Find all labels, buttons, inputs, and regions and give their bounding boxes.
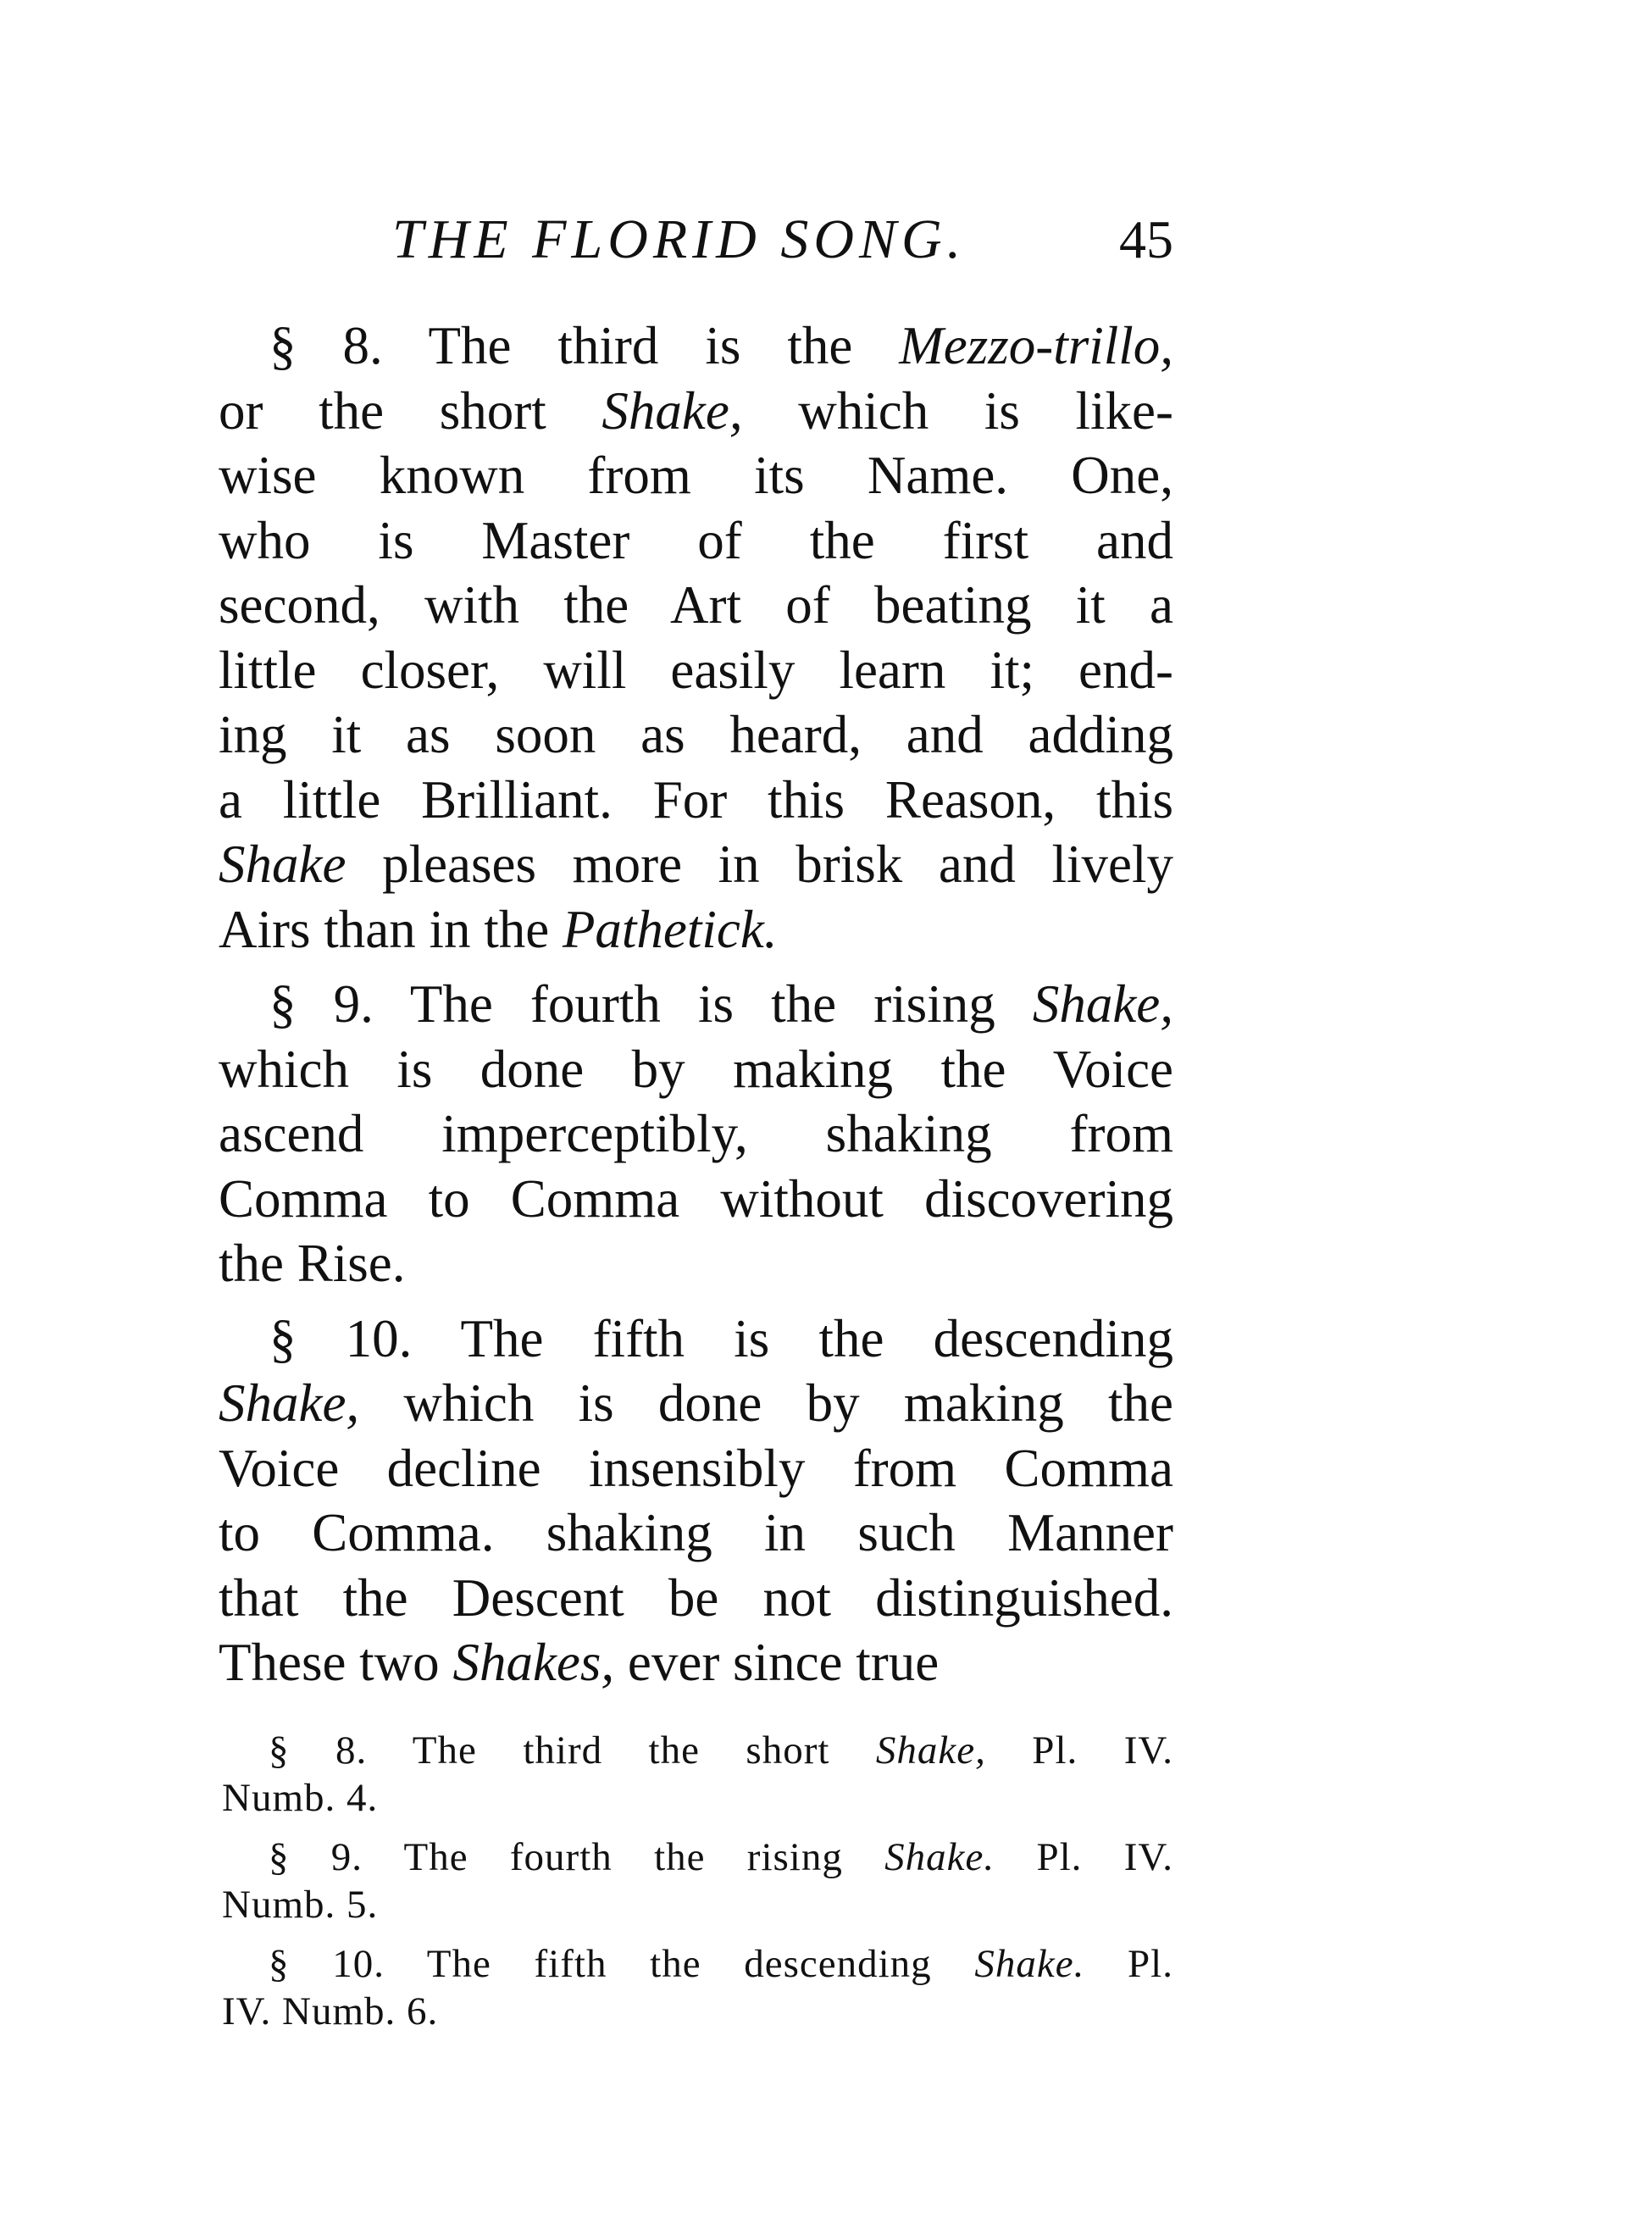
running-head (219, 202, 1173, 278)
text-run: § 10. The fifth the descending (269, 1942, 975, 1986)
body-text (219, 313, 1173, 1695)
text-run: These two (219, 1633, 453, 1692)
text-line (219, 972, 1173, 1037)
footnotes (222, 1727, 1173, 2035)
footnote (222, 1833, 1173, 1928)
block-spacer (219, 962, 1173, 972)
text-line (219, 1501, 1173, 1566)
text-run: § 8. The third is the (269, 316, 900, 375)
text-run: Pl. (1084, 1942, 1173, 1986)
footnote (222, 1727, 1173, 1822)
text-run: § 10. The fifth is the descending (269, 1308, 1173, 1368)
block-spacer (219, 1296, 1173, 1306)
text-line (219, 832, 1173, 897)
text-line (219, 638, 1173, 703)
italic-text: Shake (219, 835, 346, 894)
text-run: Numb. 5. (222, 1883, 379, 1927)
text-line (219, 313, 1173, 379)
text-run: the Rise. (219, 1234, 406, 1293)
text-run: to Comma. shaking in such Manner (219, 1503, 1173, 1562)
text-line (219, 1167, 1173, 1232)
running-title: THE FLORID SONG. (392, 208, 967, 270)
text-run: Voice decline insensibly from Comma (219, 1438, 1173, 1498)
text-line (219, 573, 1173, 638)
text-run: Pl. IV. (995, 1835, 1174, 1879)
text-line (219, 1101, 1173, 1167)
text-run: wise known from its Name. One, (219, 446, 1173, 505)
footnote-line (222, 1833, 1173, 1881)
footnote-line (222, 1881, 1173, 1928)
text-line (219, 1566, 1173, 1631)
text-run: § 9. The fourth is the rising (269, 974, 1033, 1034)
text-run: ever since true (614, 1633, 940, 1692)
text-line (219, 768, 1173, 833)
text-run: a little Brilliant. For this Reason, this (219, 769, 1173, 829)
italic-text: Shake, (219, 1373, 360, 1433)
text-run: little closer, will easily learn it; end- (219, 640, 1173, 700)
text-run: which is like- (742, 380, 1173, 441)
paragraph (219, 1306, 1173, 1695)
footnote-line (222, 1727, 1173, 1774)
text-run: which is done by making the Voice (219, 1039, 1173, 1099)
text-run: ing it as soon as heard, and adding (219, 705, 1173, 764)
text-run: that the Descent be not distinguished. (219, 1567, 1173, 1628)
paragraph (219, 972, 1173, 1296)
footnote-line (222, 1988, 1173, 2035)
text-line (219, 1436, 1173, 1501)
text-run: ascend imperceptibly, shaking from (219, 1104, 1173, 1163)
text-run: § 8. The third the short (269, 1728, 876, 1772)
block-spacer (222, 1928, 1173, 1940)
paragraph (219, 313, 1173, 962)
block-spacer (222, 1822, 1173, 1833)
text-run: Numb. 4. (222, 1776, 379, 1820)
footnote-line (222, 1774, 1173, 1822)
page-number: 45 (1119, 209, 1173, 269)
italic-text: Shakes, (452, 1633, 615, 1692)
italic-text: Shake, (875, 1728, 986, 1772)
text-run: which is done by making the (359, 1373, 1173, 1433)
text-line (219, 1630, 1173, 1695)
text-line (219, 702, 1173, 768)
text-line (219, 379, 1173, 444)
text-run: IV. Numb. 6. (222, 1989, 439, 2033)
italic-text: Pathetick. (562, 899, 778, 959)
text-run: Airs than in the (219, 899, 563, 959)
text-line (219, 1231, 1173, 1296)
italic-text: Shake. (974, 1942, 1085, 1986)
text-line (219, 897, 1173, 962)
italic-text: Mezzo-trillo, (899, 316, 1173, 375)
text-run: who is Master of the first and (219, 510, 1173, 570)
footnote-line (222, 1940, 1173, 1988)
text-line (219, 508, 1173, 574)
text-run: pleases more in brisk and lively (346, 835, 1173, 894)
text-run: Comma to Comma without discovering (219, 1168, 1173, 1229)
footnote (222, 1940, 1173, 2035)
text-line (219, 1371, 1173, 1436)
text-run: or the short (219, 380, 602, 441)
italic-text: Shake, (1032, 974, 1173, 1034)
text-run: Pl. IV. (985, 1728, 1173, 1772)
italic-text: Shake, (601, 380, 743, 441)
text-run: § 9. The fourth the rising (269, 1835, 885, 1879)
text-line (219, 1037, 1173, 1102)
text-run: second, with the Art of beating it a (219, 575, 1173, 635)
text-line (219, 443, 1173, 508)
italic-text: Shake. (884, 1835, 995, 1879)
text-line (219, 1306, 1173, 1372)
